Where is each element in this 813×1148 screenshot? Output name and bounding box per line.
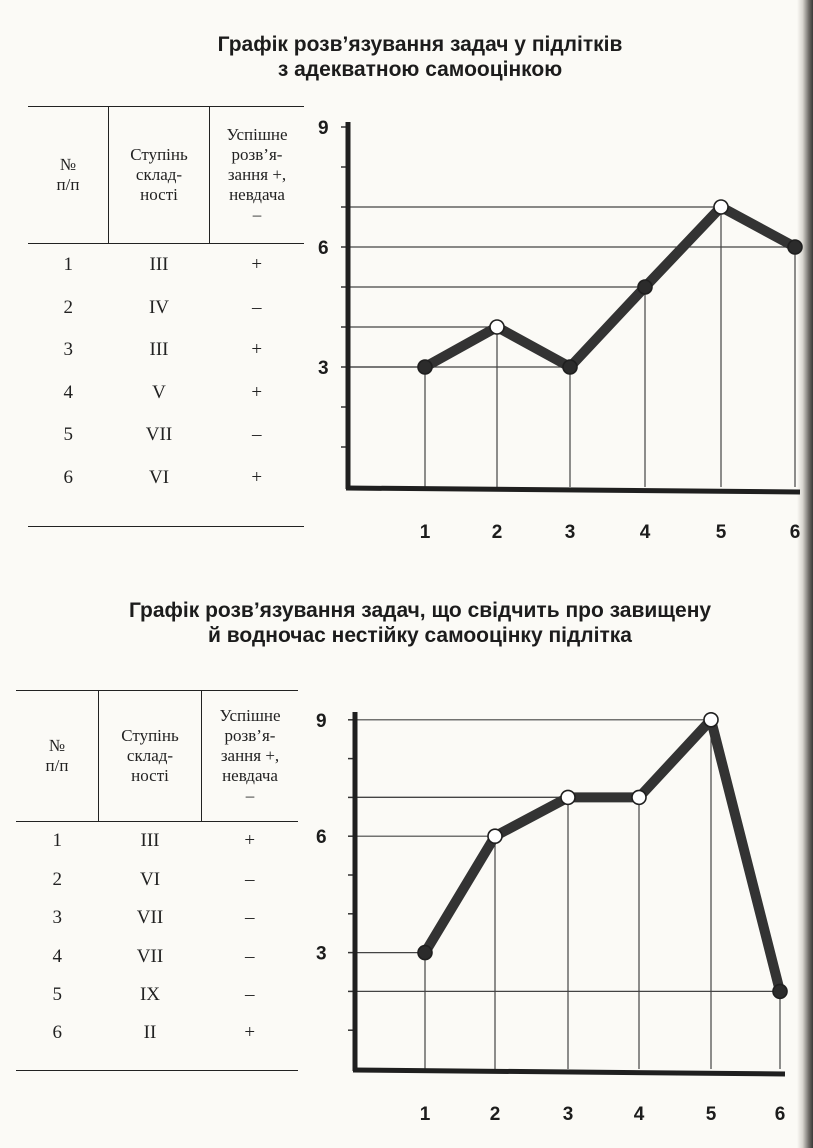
header-difficulty: Ступінь склад- ності [99,691,202,822]
x-tick-label: 2 [491,522,503,543]
cell-result: – [252,296,262,318]
cell-result: – [245,868,255,890]
x-tick-label: 1 [419,1104,431,1125]
chart-2-title-line-2: й водночас нестійку самооцінку підлітка [208,624,632,647]
cell-number: 5 [63,424,73,446]
x-tick-label: 1 [419,522,431,543]
series-segment [425,836,495,952]
cell-number: 3 [63,339,73,361]
x-tick-label: 6 [789,522,801,543]
x-tick-label: 5 [705,1104,717,1125]
data-point-failure [561,790,575,804]
header-result: Успішне розв’я- зання +, невдача – [210,107,305,244]
cell-difficulty: II [99,1015,202,1071]
x-tick-label: 4 [639,522,651,543]
cell-result: + [202,1015,299,1071]
cell-result: + [251,339,263,361]
x-tick-label: 2 [489,1104,501,1125]
cell-result: + [210,457,305,527]
cell-result: + [244,830,256,852]
header-number: № п/п [16,691,99,822]
cell-difficulty: IV [148,296,170,318]
y-tick-label: 9 [318,118,329,139]
x-tick-label: 3 [564,522,576,543]
cell-difficulty: VII [136,945,164,967]
series-segment [495,797,568,836]
data-point-success [418,946,432,960]
cell-result: – [252,424,262,446]
cell-result: – [245,945,255,967]
cell-difficulty: III [140,830,160,852]
cell-result: – [245,907,255,929]
cell-difficulty: V [152,381,166,403]
cell-difficulty: VII [136,907,164,929]
cell-number: 4 [63,381,73,403]
cell-number: 4 [52,945,62,967]
series-segment [639,720,711,798]
cell-difficulty: VI [139,868,161,890]
cell-difficulty: III [149,339,169,361]
cell-difficulty: VII [145,424,173,446]
cell-number: 2 [63,296,73,318]
header-difficulty: Ступінь склад- ності [109,107,210,244]
cell-number: 1 [63,254,73,276]
cell-number: 3 [52,907,62,929]
x-tick-label: 5 [715,522,727,543]
cell-difficulty: III [149,254,169,276]
x-tick-label: 6 [774,1104,786,1125]
header-result: Успішне розв’я- зання +, невдача – [202,691,299,822]
data-point-success [773,984,787,998]
y-tick-label: 9 [316,710,327,732]
x-axis [353,1070,785,1074]
cell-number: 1 [52,830,62,852]
chart-1-title-line-2: з адекватною самооцінкою [277,58,563,81]
y-tick-label: 3 [316,943,327,965]
cell-number: 5 [52,984,62,1006]
data-point-failure [704,713,718,727]
y-tick-label: 3 [318,358,329,379]
cell-result: + [251,254,263,276]
chart-2-title-line-1: Графік розв’язування задач, що свідчить про завищену [128,599,712,622]
cell-number: 6 [16,1015,99,1071]
cell-number: 2 [52,868,62,890]
chart-1-title-line-1: Графік розв’язування задач у підлітків [217,33,623,56]
x-tick-label: 4 [633,1104,645,1125]
cell-result: + [251,381,263,403]
cell-result: – [245,984,255,1006]
series-segment [711,720,780,992]
x-tick-label: 3 [562,1104,574,1125]
data-point-failure [632,790,646,804]
header-number: № п/п [28,107,109,244]
cell-difficulty: VI [109,457,210,527]
cell-difficulty: IX [139,984,161,1006]
data-point-failure [488,829,502,843]
cell-number: 6 [28,457,109,527]
y-tick-label: 6 [318,238,329,259]
y-tick-label: 6 [316,827,327,849]
